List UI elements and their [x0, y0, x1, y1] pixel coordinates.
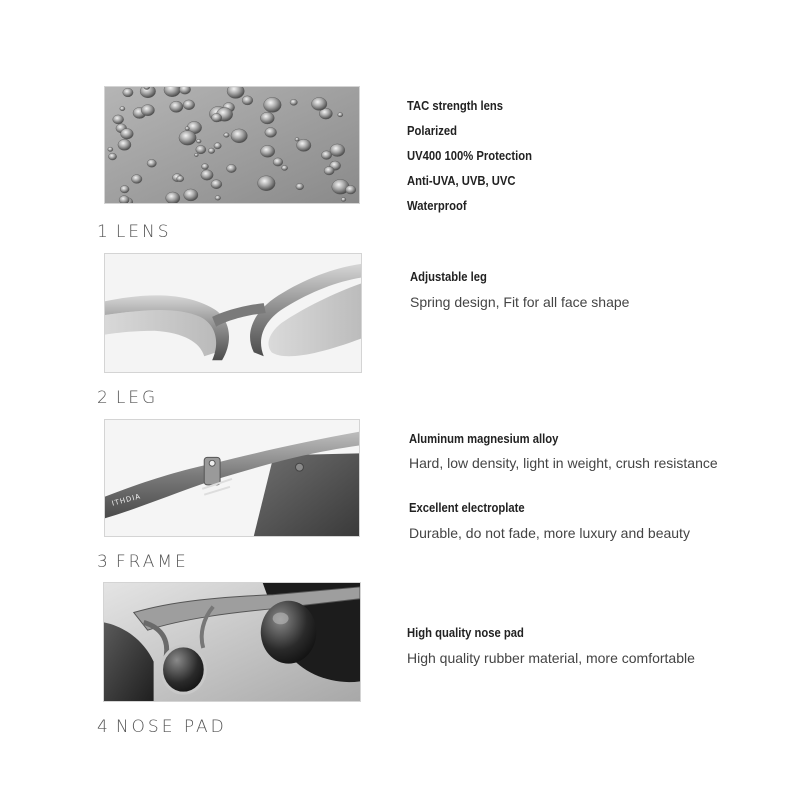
lens-photo: [104, 86, 360, 204]
water-drop: [311, 97, 326, 110]
water-drop: [231, 129, 247, 143]
water-drop: [120, 106, 125, 110]
nose-pad-description: High quality rubber material, more comfortable: [407, 650, 695, 666]
section-1-caption: [97, 222, 172, 242]
water-drop: [123, 88, 133, 97]
water-drop: [177, 176, 184, 182]
water-drop: [170, 101, 183, 112]
water-drop: [338, 113, 343, 117]
lens-feature-1: TAC strength lens: [407, 99, 504, 113]
water-drop: [211, 180, 222, 189]
section-3-title: FRAME: [115, 552, 189, 572]
section-2-number: 2: [97, 388, 111, 408]
section-4-number: 4: [97, 717, 111, 737]
water-drop: [330, 144, 345, 157]
lens-feature-2: Polarized: [407, 124, 458, 138]
section-1-title: LENS: [115, 222, 172, 242]
section-4-title: NOSE PAD: [115, 717, 227, 737]
water-drop: [265, 128, 277, 138]
water-drop: [196, 145, 206, 153]
water-drop: [166, 192, 180, 203]
water-drop: [260, 112, 274, 124]
water-drop: [211, 113, 221, 122]
lens-feature-4: Anti-UVA, UVB, UVC: [407, 174, 516, 188]
water-drop: [108, 153, 116, 160]
water-drop: [346, 185, 356, 194]
water-drop: [295, 138, 299, 142]
water-drop: [108, 147, 113, 151]
section-3-number: 3: [97, 552, 111, 572]
frame-description-2: Durable, do not fade, more luxury and beauty: [409, 525, 690, 541]
water-drop: [141, 105, 154, 116]
water-drop: [194, 153, 198, 156]
leg-heading: Adjustable leg: [410, 270, 487, 284]
frame-heading-1: Aluminum magnesium alloy: [409, 432, 559, 446]
water-drop: [324, 167, 334, 175]
section-4-caption: [97, 717, 227, 737]
water-drop: [196, 139, 201, 143]
leg-photo: [104, 253, 362, 373]
nose-pad-photo: [103, 582, 361, 702]
water-drop: [201, 170, 213, 180]
water-drop: [179, 131, 196, 146]
frame-description-1: Hard, low density, light in weight, crush resistance: [409, 455, 718, 471]
water-drop: [257, 176, 275, 191]
temple-engraving: ITHDIA: [111, 492, 142, 508]
section-2-title: LEG: [115, 388, 159, 408]
water-drop: [264, 97, 282, 112]
water-drop: [183, 100, 195, 110]
frame-photo: [104, 419, 360, 537]
water-drop: [147, 159, 156, 167]
water-drop: [341, 197, 346, 201]
water-drop: [185, 127, 189, 131]
water-drop: [282, 165, 288, 170]
water-drop: [184, 189, 198, 201]
water-drop: [131, 175, 142, 184]
lens-feature-5: Waterproof: [407, 199, 467, 213]
water-drop: [242, 96, 253, 105]
water-drop: [215, 196, 221, 201]
water-drop: [202, 164, 209, 170]
water-drop: [121, 128, 134, 139]
water-drop: [144, 87, 150, 90]
water-drop: [120, 186, 129, 193]
water-drop: [224, 133, 230, 138]
water-drop: [273, 158, 283, 166]
water-drop: [296, 183, 304, 189]
water-drop: [227, 164, 237, 172]
water-drop: [214, 143, 221, 149]
water-drop: [119, 196, 129, 203]
section-2-caption: [97, 388, 158, 408]
section-1-number: 1: [97, 222, 111, 242]
leg-description: Spring design, Fit for all face shape: [410, 294, 630, 310]
nose-pad-heading: High quality nose pad: [407, 626, 524, 640]
section-3-caption: [97, 552, 189, 572]
frame-heading-2: Excellent electroplate: [409, 501, 525, 515]
water-drop: [260, 145, 274, 157]
water-drop: [296, 139, 310, 151]
water-drop: [290, 99, 297, 105]
water-drop: [118, 139, 131, 150]
lens-feature-3: UV400 100% Protection: [407, 149, 533, 163]
water-drop: [208, 148, 215, 154]
water-drop: [113, 115, 124, 124]
